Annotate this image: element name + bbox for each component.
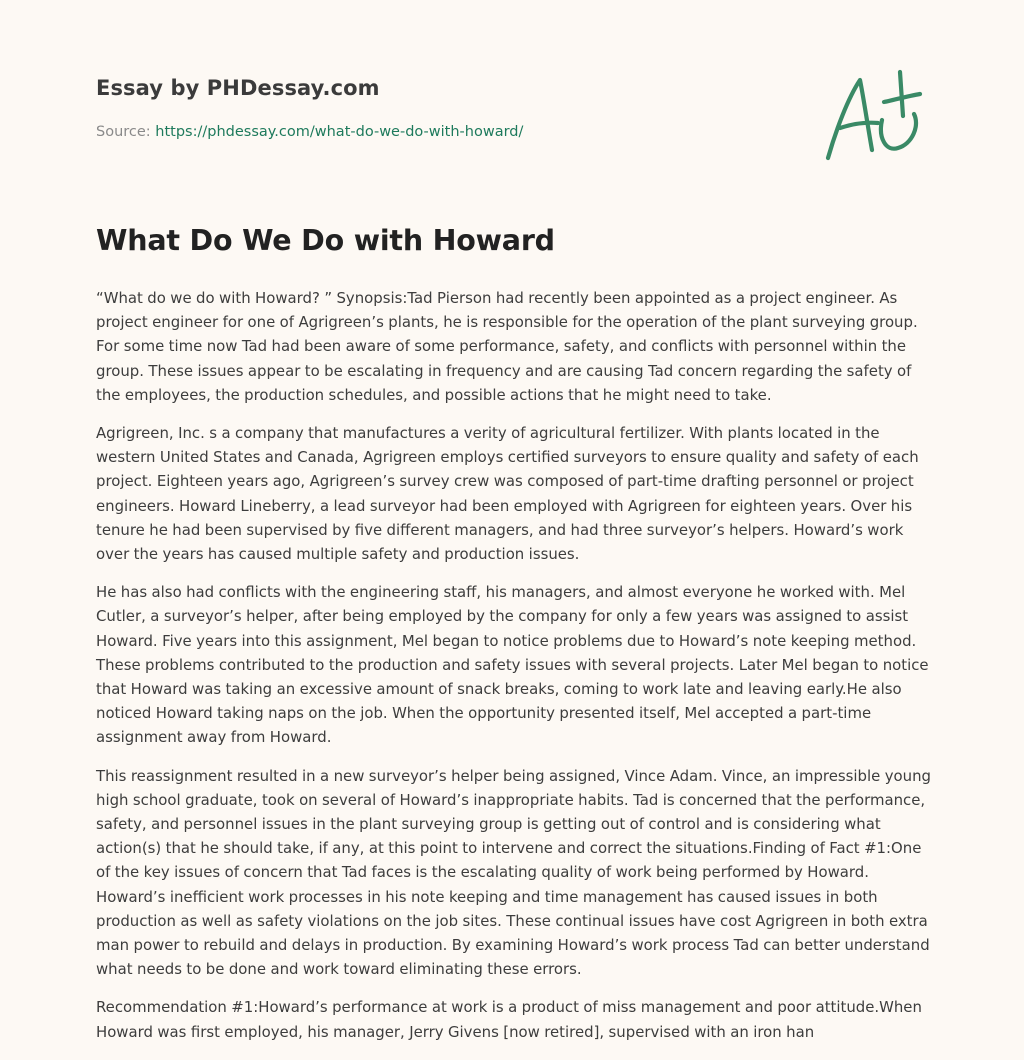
a-plus-logo-icon (822, 68, 930, 168)
essay-title: What Do We Do with Howard (96, 224, 555, 257)
essay-body (96, 286, 932, 1058)
essay-header (96, 76, 796, 140)
essay-paragraph: This reassignment resulted in a new surveyor’s helper being assigned, Vince Adam. Vince, an impressible young high school graduate, took on several of Howard’s inappropriate habits. Tad is concerned that the performance, safety, and personnel issues in the plant surveying group is getting out of control and is considering what action(s) that he should take, if any, at this point to intervene and correct the situations.Finding of Fact #1:One of the key issues of concern that Tad faces is the escalating quality of work being performed by Howard. Howard’s inefficient work processes in his note keeping and time management has caused issues in both production as well as safety violations on the job sites. These continual issues have cost Agrigreen in both extra man power to rebuild and delays in production. By examining Howard’s work process Tad can better understand what needs to be done and work toward eliminating these errors. (96, 766, 931, 979)
essay-paragraph: Agrigreen, Inc. s a company that manufactures a verity of agricultural fertilizer. With plants located in the western United States and Canada, Agrigreen employs certified surveyors to ensure quality and safety of each project. Eighteen years ago, Agrigreen’s survey crew was composed of part-time drafting personnel or project engineers. Howard Lineberry, a lead surveyor had been employed with Agrigreen for eighteen years. Over his tenure he had been supervised by five different managers, and had three surveyor’s helpers. Howard’s work over the years has caused multiple safety and production issues. (96, 424, 919, 564)
source-line (96, 124, 796, 140)
site-title: Essay by PHDessay.com (96, 76, 380, 100)
essay-paragraph: “What do we do with Howard? ” Synopsis:Tad Pierson had recently been appointed as a project engineer. As project engineer for one of Agrigreen’s plants, he is responsible for the operation of the plant surveying group. For some time now Tad had been aware of some performance, safety, and conflicts with personnel within the group. These issues appear to be escalating in frequency and are causing Tad concern regarding the safety of the employees, the production schedules, and possible actions that he might need to take. (96, 289, 918, 404)
essay-paragraph: Recommendation #1:Howard’s performance at work is a product of miss management and poor attitude.When Howard was first employed, his manager, Jerry Givens [now retired], supervised with an iron han (96, 998, 922, 1041)
essay-paragraph: He has also had conflicts with the engineering staff, his managers, and almost everyone he worked with. Mel Cutler, a surveyor’s helper, after being employed by the company for only a few years was assigned to assist Howard. Five years into this assignment, Mel began to notice problems due to Howard’s note keeping method. These problems contributed to the production and safety issues with several projects. Later Mel began to notice that Howard was taking an excessive amount of snack breaks, coming to work late and leaving early.He also noticed Howard taking naps on the job. When the opportunity presented itself, Mel accepted a part-time assignment away from Howard. (96, 583, 929, 747)
source-link[interactable]: https://phdessay.com/what-do-we-do-with-howard/ (155, 124, 524, 140)
source-label: Source: (96, 124, 156, 140)
